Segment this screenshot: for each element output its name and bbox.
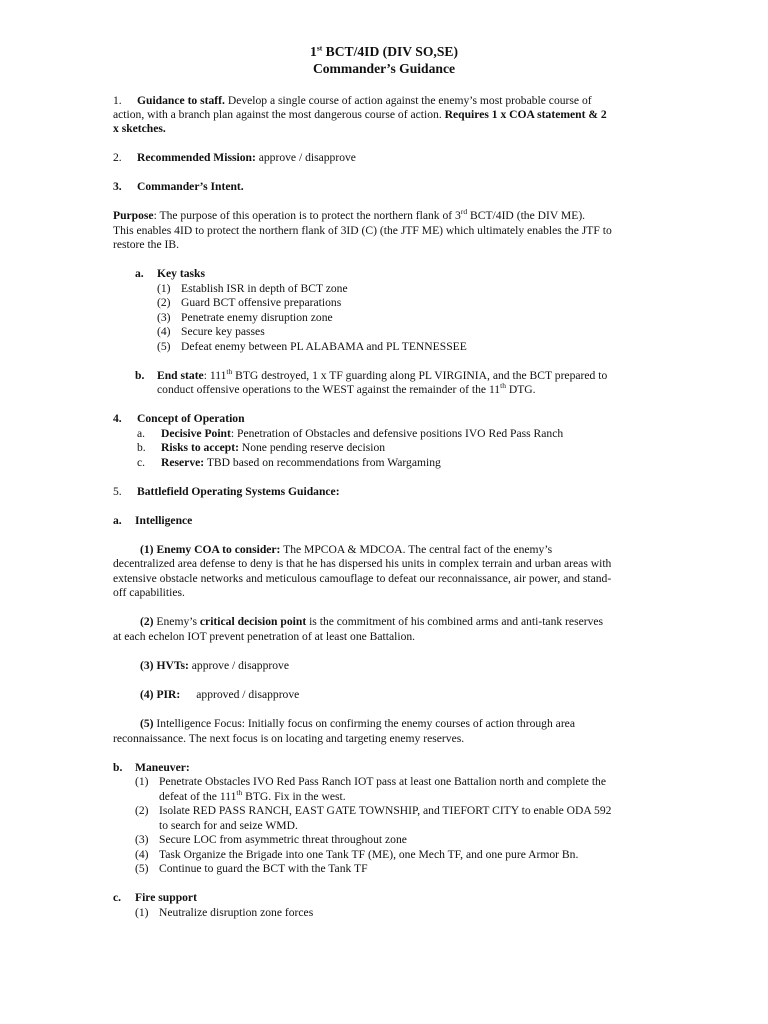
section-1-line-3: x sketches.	[113, 122, 166, 135]
intel-para-text: approve / disapprove	[188, 659, 290, 672]
list-item-text: Neutralize disruption zone forces	[159, 906, 314, 919]
list-item-label: Reserve:	[161, 456, 205, 469]
list-item-text: Continue to guard the BCT with the Tank TF	[159, 862, 368, 875]
section-1-heading: Guidance to staff.	[137, 94, 225, 107]
section-4-number: 4.	[113, 412, 122, 425]
list-item-text: BTG. Fix in the west.	[242, 790, 346, 803]
list-item-number: (1)	[135, 906, 149, 919]
list-item-number: c.	[137, 456, 146, 469]
section-1-text: action, with a branch plan against the most dangerous course of action.	[113, 108, 445, 121]
intel-para-label: critical decision point	[199, 615, 307, 628]
list-item-text: TBD based on recommendations from Wargaming	[204, 456, 441, 469]
list-item	[157, 325, 265, 340]
list-item-number: (5)	[157, 340, 171, 353]
section-3	[113, 180, 244, 195]
purpose-sup: rd	[460, 207, 468, 217]
list-item-text: defeat of the 111	[159, 790, 237, 803]
purpose-label: Purpose	[113, 209, 154, 222]
intelligence-label: Intelligence	[135, 514, 193, 527]
intel-para-number: (2)	[140, 615, 154, 628]
intel-para-number: (1)	[140, 543, 154, 556]
end-state-line-1	[135, 369, 607, 384]
intel-para-number: (3)	[140, 659, 154, 672]
list-item	[137, 427, 563, 442]
list-item-continued: to search for and seize WMD.	[159, 819, 298, 832]
section-3-number: 3.	[113, 180, 122, 193]
list-item-text: Task Organize the Brigade into one Tank TF (ME), one Mech TF, and one pure Armor Bn.	[159, 848, 579, 861]
list-item	[135, 775, 606, 790]
intel-para-label: Enemy COA to consider:	[156, 543, 281, 556]
section-2-text: approve / disapprove	[255, 151, 356, 164]
list-item-text: Isolate RED PASS RANCH, EAST GATE TOWNSHIP, and TIEFORT CITY to enable ODA 592	[159, 804, 612, 817]
list-item-number: (3)	[135, 833, 149, 846]
intel-para-4	[140, 688, 299, 703]
section-4	[113, 412, 245, 427]
intelligence-heading	[113, 514, 192, 529]
list-item-text: Penetrate enemy disruption zone	[181, 311, 333, 324]
intel-para-number: (5)	[140, 717, 154, 730]
list-item-number: (5)	[135, 862, 149, 875]
list-item	[135, 804, 611, 819]
list-item-text: Establish ISR in depth of BCT zone	[181, 282, 348, 295]
end-state-text: DTG.	[505, 383, 536, 396]
section-1-requirement: Requires 1 x COA statement & 2	[444, 108, 607, 121]
end-state-line-2	[157, 383, 536, 398]
section-5-heading: Battlefield Operating Systems Guidance:	[137, 485, 340, 498]
list-item-sup: th	[236, 788, 243, 798]
fire-support-label: Fire support	[135, 891, 197, 904]
list-item-text: Penetrate Obstacles IVO Red Pass Ranch IOT pass at least one Battalion north and complete the	[159, 775, 606, 788]
section-5-number: 5.	[113, 485, 122, 498]
section-1-number: 1.	[113, 94, 122, 107]
list-item-text: Secure key passes	[181, 325, 265, 338]
list-item-label: Decisive Point	[161, 427, 231, 440]
intel-para-label: HVTs:	[156, 659, 189, 672]
list-item	[135, 848, 578, 863]
section-2-number: 2.	[113, 151, 122, 164]
fire-support-heading	[113, 891, 197, 906]
fire-support-number: c.	[113, 891, 122, 904]
list-item-number: b.	[137, 441, 146, 454]
intel-para-5-line-1	[140, 717, 575, 732]
list-item	[135, 862, 368, 877]
purpose-text: BCT/4ID (the DIV ME).	[467, 209, 586, 222]
title-ordinal-suffix: st	[316, 43, 323, 53]
intel-para-3	[140, 659, 289, 674]
section-3-heading: Commander’s Intent.	[137, 180, 244, 193]
intel-para-1-line-2: decentralized area defense to deny is that he has dispersed his units in complex terrain and urban areas with	[113, 557, 612, 570]
intel-para-text: The MPCOA & MDCOA. The central fact of the enemy’s	[280, 543, 553, 556]
section-4-heading: Concept of Operation	[137, 412, 245, 425]
purpose-text: : The purpose of this operation is to protect the northern flank of 3	[153, 209, 461, 222]
list-item-number: (3)	[157, 311, 171, 324]
purpose-line-2: This enables 4ID to protect the northern flank of 3ID (C) (the JTF ME) which ultimately enables the JTF to	[113, 224, 612, 237]
list-item	[137, 456, 441, 471]
intel-para-label: PIR:	[156, 688, 181, 701]
key-tasks-label: Key tasks	[157, 267, 205, 280]
section-5	[113, 485, 340, 500]
list-item	[157, 311, 333, 326]
section-2	[113, 151, 356, 166]
title-ordinal: 1	[310, 44, 317, 59]
intel-para-number: (4)	[140, 688, 154, 701]
end-state-number: b.	[135, 369, 145, 382]
end-state-text: BTG destroyed, 1 x TF guarding along PL VIRGINIA, and the BCT prepared to	[232, 369, 608, 382]
end-state-sup: th	[226, 367, 233, 377]
intel-para-2-line-1	[140, 615, 603, 630]
list-item-text: Guard BCT offensive preparations	[181, 296, 342, 309]
maneuver-heading	[113, 761, 190, 776]
list-item	[157, 296, 341, 311]
section-2-heading: Recommended Mission:	[137, 151, 256, 164]
list-item-text: Defeat enemy between PL ALABAMA and PL TENNESSEE	[181, 340, 467, 353]
intel-para-5-line-2: reconnaissance. The next focus is on locating and targeting enemy reserves.	[113, 732, 465, 745]
maneuver-label: Maneuver:	[135, 761, 190, 774]
list-item-text: : Penetration of Obstacles and defensive positions IVO Red Pass Ranch	[230, 427, 564, 440]
section-1-line-2	[113, 108, 607, 123]
end-state-text: : 111	[203, 369, 227, 382]
intel-para-1-line-3: extensive obstacle networks and meticulous camouflage to defeat our reconnaissance, air power, and stand-	[113, 572, 612, 585]
list-item-text: None pending reserve decision	[238, 441, 386, 454]
end-state-sup: th	[500, 381, 506, 391]
intel-para-text: approved / disapprove	[196, 688, 300, 701]
intel-para-text: Enemy’s	[153, 615, 200, 628]
key-tasks-number: a.	[135, 267, 144, 280]
end-state-text: conduct offensive operations to the WEST against the remainder of the 11	[157, 383, 501, 396]
list-item	[135, 906, 313, 921]
list-item	[157, 340, 467, 355]
list-item-number: (2)	[135, 804, 149, 817]
intel-para-2-line-2: at each echelon IOT prevent penetration of at least one Battalion.	[113, 630, 416, 643]
list-item-continued	[159, 790, 346, 805]
key-tasks-heading	[135, 267, 205, 282]
list-item-number: (1)	[157, 282, 171, 295]
end-state-label: End state	[157, 369, 204, 382]
list-item-number: a.	[137, 427, 146, 440]
document-title	[0, 44, 768, 60]
list-item	[137, 441, 385, 456]
section-1-text: Develop a single course of action against the enemy’s most probable course of	[224, 94, 592, 107]
intelligence-number: a.	[113, 514, 122, 527]
intel-para-1-line-1	[140, 543, 552, 558]
list-item-label: Risks to accept:	[161, 441, 239, 454]
list-item-number: (2)	[157, 296, 171, 309]
section-1-line-1	[113, 94, 592, 109]
list-item-number: (4)	[135, 848, 149, 861]
list-item-text: Secure LOC from asymmetric threat throughout zone	[159, 833, 407, 846]
list-item-number: (4)	[157, 325, 171, 338]
intel-para-text: Intelligence Focus: Initially focus on confirming the enemy courses of action through area	[153, 717, 575, 730]
intel-para-text: is the commitment of his combined arms and anti-tank reserves	[306, 615, 604, 628]
document-subtitle: Commander’s Guidance	[312, 61, 456, 76]
intel-para-1-line-4: off capabilities.	[113, 586, 185, 599]
list-item	[157, 282, 348, 297]
maneuver-number: b.	[113, 761, 123, 774]
purpose-line-1	[113, 209, 585, 224]
list-item-number: (1)	[135, 775, 149, 788]
title-unit: BCT/4ID (DIV SO,SE)	[322, 44, 458, 59]
purpose-line-3: restore the IB.	[113, 238, 179, 251]
list-item	[135, 833, 407, 848]
